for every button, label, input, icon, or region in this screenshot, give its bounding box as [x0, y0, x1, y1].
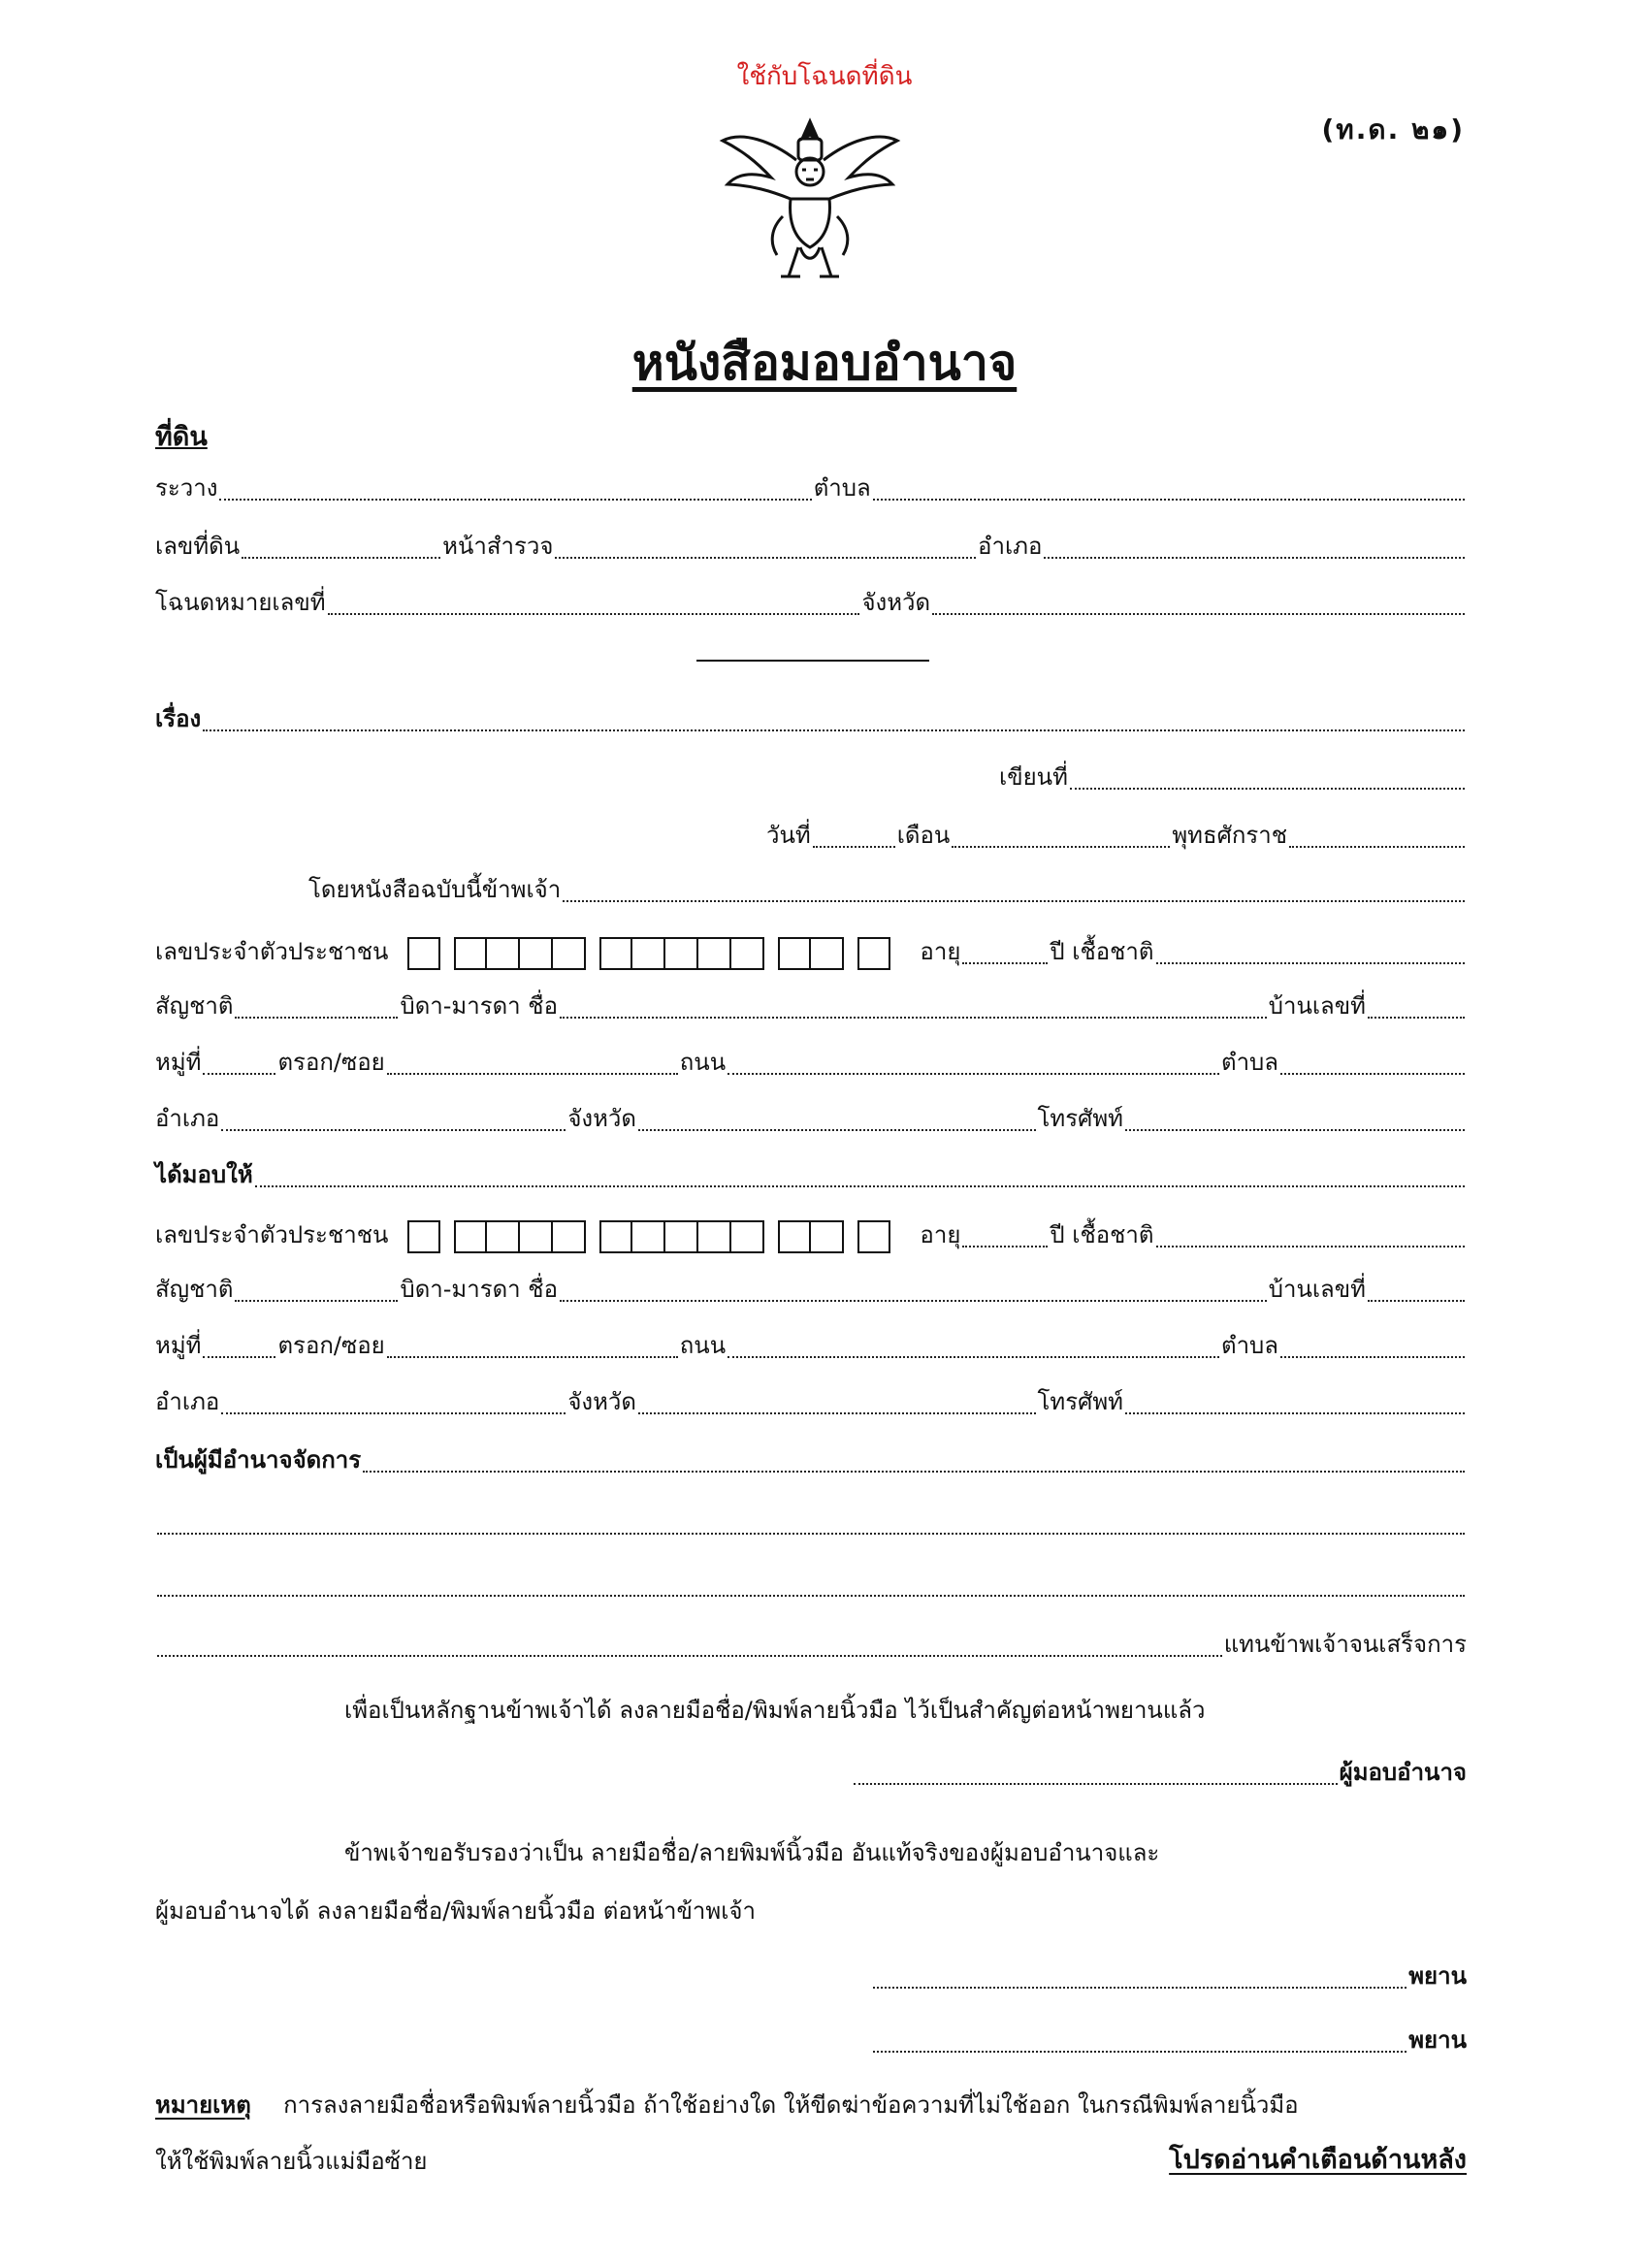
grantor-race-field[interactable] [1156, 961, 1466, 964]
grantor-age-field[interactable] [962, 961, 1048, 964]
witness-1-row [871, 1958, 1467, 1996]
grantor-house-field[interactable] [1368, 1016, 1465, 1019]
grantee-nationality-label: สัญชาติ [155, 1276, 234, 1303]
usage-note: ใช้กับโฉนดที่ดิน [736, 62, 913, 91]
grantor-province-label: จังหวัด [567, 1105, 636, 1132]
grantor-moo-label: หมู่ที่ [155, 1049, 202, 1076]
date-row [766, 817, 1467, 856]
grantor-moo-field[interactable] [203, 1072, 275, 1075]
grantor-phone-label: โทรศัพท์ [1037, 1105, 1123, 1132]
grantee-age-field[interactable] [962, 1245, 1048, 1247]
grantee-id-row [155, 1216, 1467, 1255]
grantee-subdistrict-label: ตำบล [1220, 1332, 1278, 1359]
grantee-road-field[interactable] [728, 1355, 1219, 1358]
authority-line-4 [155, 1626, 1467, 1665]
grantee-id-label: เลขประจำตัวประชาชน [155, 1221, 389, 1248]
grantee-subdistrict-field[interactable] [1280, 1355, 1465, 1358]
month-field[interactable] [952, 845, 1170, 848]
grantor-road-label: ถนน [679, 1049, 727, 1076]
grantor-name-field[interactable] [563, 899, 1465, 902]
grantee-row-address [155, 1327, 1467, 1366]
grantor-phone-field[interactable] [1125, 1128, 1465, 1131]
land-row-3 [155, 584, 1467, 623]
grantee-race-label: ปี เชื้อชาติ [1050, 1221, 1154, 1248]
grantee-road-label: ถนน [679, 1332, 727, 1359]
grantee-district-label: อำเภอ [155, 1388, 220, 1415]
survey-page-field[interactable] [555, 556, 976, 559]
grantee-alley-field[interactable] [387, 1355, 678, 1358]
grantor-row-address [155, 1044, 1467, 1083]
deed-number-field[interactable] [328, 612, 860, 615]
grantee-moo-field[interactable] [203, 1355, 275, 1358]
land-number-label: เลขที่ดิน [155, 533, 241, 560]
grantor-intro-label: โดยหนังสือฉบับนี้ข้าพเจ้า [308, 876, 562, 903]
subject-row [155, 700, 1467, 739]
grantee-house-field[interactable] [1368, 1299, 1465, 1302]
survey-page-label: หน้าสำรวจ [442, 533, 554, 560]
grantor-nationality-label: สัญชาติ [155, 992, 234, 1020]
grantor-subdistrict-label: ตำบล [1220, 1049, 1278, 1076]
grantee-age-label: อายุ [920, 1221, 961, 1248]
grantee-parents-field[interactable] [560, 1299, 1267, 1302]
witness-1-label: พยาน [1408, 1962, 1467, 1990]
grantor-nationality-field[interactable] [235, 1016, 398, 1019]
land-district-field[interactable] [1044, 556, 1465, 559]
grantor-id-label: เลขประจำตัวประชาชน [155, 938, 389, 965]
grantee-row-nationality [155, 1271, 1467, 1310]
back-notice: โปรดอ่านคำเตือนด้านหลัง [1169, 2145, 1467, 2175]
written-at-label: เขียนที่ [999, 763, 1068, 791]
grantor-road-field[interactable] [728, 1072, 1219, 1075]
day-label: วันที่ [766, 822, 811, 849]
land-heading: ที่ดิน [155, 422, 208, 452]
district-label: อำเภอ [978, 533, 1043, 560]
grantee-province-field[interactable] [638, 1411, 1036, 1414]
deed-number-label: โฉนดหมายเลขที่ [155, 589, 326, 616]
land-row-2 [155, 528, 1467, 567]
grantee-moo-label: หมู่ที่ [155, 1332, 202, 1359]
grantee-house-label: บ้านเลขที่ [1268, 1276, 1366, 1303]
garuda-emblem-icon [713, 102, 907, 296]
remark-text: การลงลายมือชื่อหรือพิมพ์ลายนิ้วมือ ถ้าใช้อย่างใด ให้ขีดฆ่าข้อความที่ไม่ใช้ออก ในกรณีพิมพ์ลายนิ้วมือ [283, 2091, 1299, 2119]
grantee-name-field[interactable] [255, 1184, 1465, 1187]
grantee-row [155, 1156, 1467, 1195]
subject-label: เรื่อง [155, 705, 202, 732]
witness-2-signature-field[interactable] [873, 2050, 1406, 2053]
grantor-race-label: ปี เชื้อชาติ [1050, 938, 1154, 965]
subdistrict-label: ตำบล [813, 474, 871, 502]
grantor-district-field[interactable] [221, 1128, 566, 1131]
land-number-field[interactable] [242, 556, 440, 559]
grantor-id-boxes[interactable] [407, 937, 904, 970]
authority-label: เป็นผู้มีอำนาจจัดการ [155, 1446, 362, 1474]
evidence-statement: เพื่อเป็นหลักฐานข้าพเจ้าได้ ลงลายมือชื่อ/พิมพ์ลายนิ้วมือ ไว้เป็นสำคัญต่อหน้าพยานแล้ว [344, 1697, 1206, 1724]
witness-2-row [871, 2022, 1467, 2060]
document-title: หนังสือมอบอำนาจ [631, 335, 1018, 391]
grantee-race-field[interactable] [1156, 1245, 1466, 1247]
witness-1-signature-field[interactable] [873, 1986, 1406, 1989]
land-row-1 [155, 470, 1467, 508]
certify-line-2: ผู้มอบอำนาจได้ ลงลายมือชื่อ/พิมพ์ลายนิ้วมือ ต่อหน้าข้าพเจ้า [155, 1897, 756, 1925]
day-field[interactable] [813, 845, 895, 848]
authority-closing: แทนข้าพเจ้าจนเสร็จการ [1223, 1631, 1467, 1658]
grantor-alley-field[interactable] [387, 1072, 678, 1075]
authority-line-2 [155, 1504, 1467, 1542]
month-label: เดือน [896, 822, 951, 849]
grantee-parents-label: บิดา-มารดา ชื่อ [400, 1276, 558, 1303]
grantee-district-field[interactable] [221, 1411, 566, 1414]
year-field[interactable] [1289, 845, 1465, 848]
grantor-house-label: บ้านเลขที่ [1268, 992, 1366, 1020]
form-code: (ท.ด. ๒๑) [1321, 113, 1465, 146]
grantor-parents-label: บิดา-มารดา ชื่อ [400, 992, 558, 1020]
section-divider [696, 660, 929, 662]
grantee-phone-field[interactable] [1125, 1411, 1465, 1414]
grantor-signature-label: ผู้มอบอำนาจ [1339, 1759, 1467, 1786]
grantee-id-boxes[interactable] [407, 1220, 904, 1253]
authority-field-3[interactable] [157, 1594, 1465, 1597]
land-province-field[interactable] [932, 612, 1465, 615]
remark-text-2: ให้ใช้พิมพ์ลายนิ้วแม่มือซ้าย [155, 2148, 428, 2175]
land-subdistrict-field[interactable] [873, 498, 1465, 501]
written-at-row [999, 759, 1467, 797]
grantor-row-nationality [155, 988, 1467, 1026]
grantor-intro-row [308, 871, 1467, 910]
grantor-signature-field[interactable] [854, 1782, 1338, 1785]
grantee-phone-label: โทรศัพท์ [1037, 1388, 1123, 1415]
sheet-label: ระวาง [155, 474, 218, 502]
grantor-province-field[interactable] [638, 1128, 1036, 1131]
grantor-district-label: อำเภอ [155, 1105, 220, 1132]
year-label: พุทธศักราช [1172, 822, 1288, 849]
grantor-subdistrict-field[interactable] [1280, 1072, 1465, 1075]
witness-2-label: พยาน [1408, 2026, 1467, 2054]
grantor-row-district [155, 1100, 1467, 1139]
written-at-field[interactable] [1070, 787, 1465, 790]
certify-line-1: ข้าพเจ้าขอรับรองว่าเป็น ลายมือชื่อ/ลายพิมพ์นิ้วมือ อันแท้จริงของผู้มอบอำนาจและ [344, 1839, 1160, 1866]
authority-row [155, 1442, 1467, 1480]
grantee-province-label: จังหวัด [567, 1388, 636, 1415]
grantor-age-label: อายุ [920, 938, 961, 965]
subject-field[interactable] [203, 729, 1465, 731]
remark-line-1 [155, 2086, 1299, 2123]
grantor-alley-label: ตรอก/ซอย [277, 1049, 385, 1076]
grantor-signature-row [852, 1754, 1467, 1793]
authority-field-1[interactable] [363, 1470, 1465, 1473]
authority-field-2[interactable] [157, 1532, 1465, 1535]
sheet-field[interactable] [219, 498, 811, 501]
grantee-label: ได้มอบให้ [155, 1161, 253, 1188]
province-label: จังหวัด [861, 589, 931, 616]
grantee-nationality-field[interactable] [235, 1299, 398, 1302]
remark-label: หมายเหตุ [155, 2091, 251, 2119]
grantor-parents-field[interactable] [560, 1016, 1267, 1019]
grantee-row-district [155, 1383, 1467, 1422]
authority-line-3 [155, 1566, 1467, 1604]
grantee-alley-label: ตรอก/ซอย [277, 1332, 385, 1359]
authority-field-4[interactable] [157, 1654, 1222, 1657]
grantor-id-row [155, 933, 1467, 972]
